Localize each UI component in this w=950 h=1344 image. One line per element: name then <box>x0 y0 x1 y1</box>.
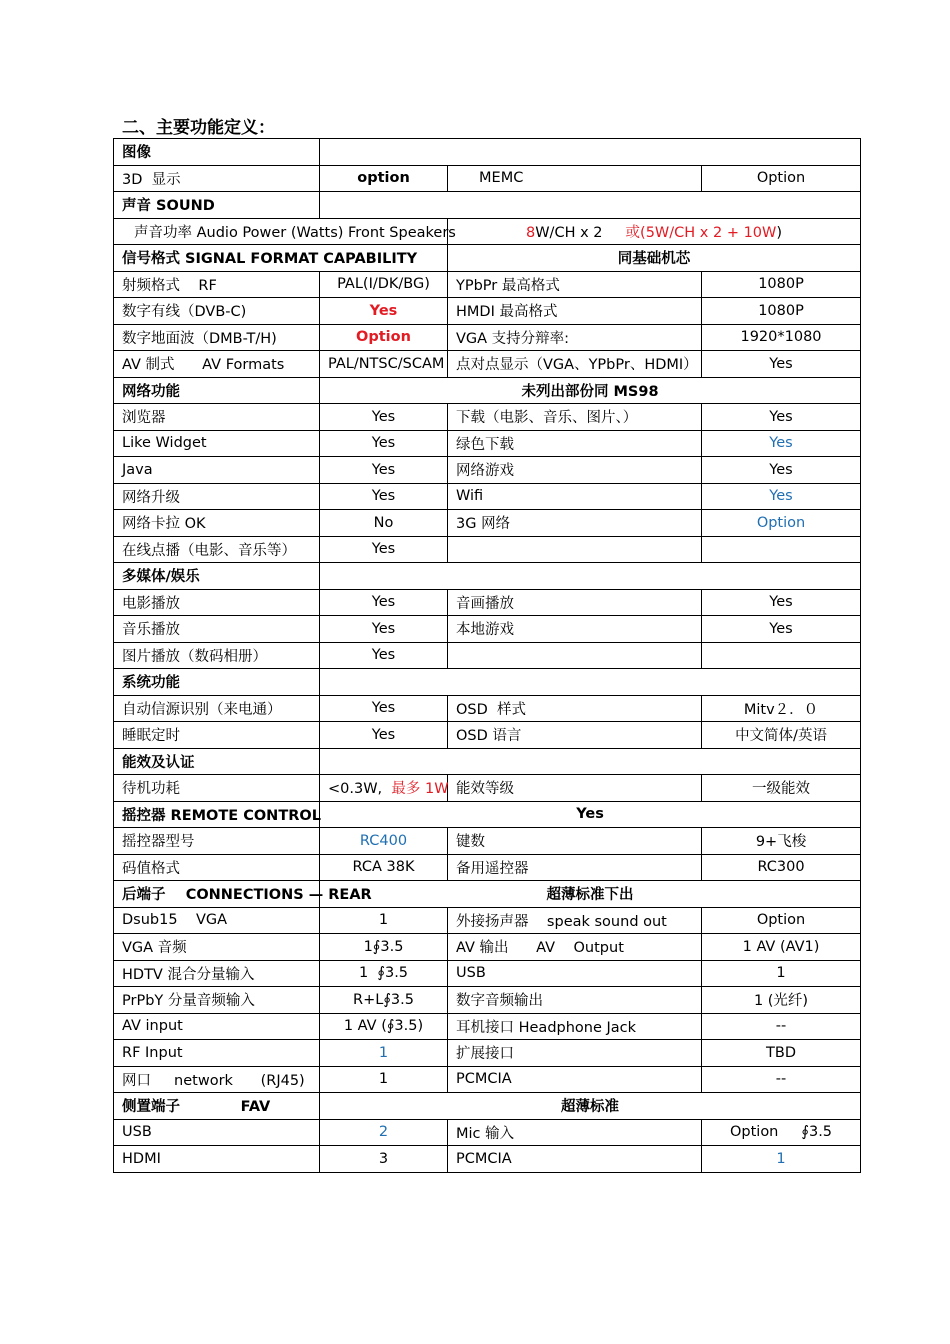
section-header-cell: 超薄标准下出 <box>320 881 861 908</box>
table-cell: Yes <box>320 483 448 510</box>
section-header-row <box>114 563 861 590</box>
table-row <box>114 218 861 245</box>
section-header-row <box>114 881 861 908</box>
table-cell: Yes <box>702 589 861 616</box>
table-cell: OSD 样式 <box>448 695 702 722</box>
table-cell: 1 ∮3.5 <box>320 960 448 987</box>
table-cell: 电影播放 <box>114 589 320 616</box>
table-cell: PAL(I/DK/BG) <box>320 271 448 298</box>
table-cell: 1 (光纤) <box>702 987 861 1014</box>
table-cell: Yes <box>320 695 448 722</box>
table-row <box>114 987 861 1014</box>
table-cell: 睡眠定时 <box>114 722 320 749</box>
table-cell: 1080P <box>702 271 861 298</box>
table-cell: Yes <box>702 457 861 484</box>
table-cell: Option <box>702 510 861 537</box>
table-cell: AV 输出 AV Output <box>448 934 702 961</box>
table-cell: Yes <box>320 536 448 563</box>
table-cell: 外接扬声器 speak sound out <box>448 907 702 934</box>
table-cell: Wifi <box>448 483 702 510</box>
table-cell: Yes <box>320 457 448 484</box>
table-cell: Dsub15 VGA <box>114 907 320 934</box>
table-cell: OSD 语言 <box>448 722 702 749</box>
table-cell: 1 <box>320 907 448 934</box>
table-row <box>114 589 861 616</box>
table-row <box>114 854 861 881</box>
section-header-row <box>114 801 861 828</box>
table-cell: 本地游戏 <box>448 616 702 643</box>
table-row <box>114 960 861 987</box>
table-cell: 图片播放（数码相册） <box>114 642 320 669</box>
table-row <box>114 483 861 510</box>
table-cell: 在线点播（电影、音乐等） <box>114 536 320 563</box>
table-cell: 1 <box>702 960 861 987</box>
table-cell: 3 <box>320 1146 448 1173</box>
table-cell <box>448 218 861 245</box>
section-header-cell <box>320 192 861 219</box>
table-cell: MEMC <box>448 165 702 192</box>
table-cell: Java <box>114 457 320 484</box>
table-cell: RCA 38K <box>320 854 448 881</box>
table-row <box>114 642 861 669</box>
table-cell: Yes <box>702 483 861 510</box>
table-row <box>114 828 861 855</box>
section-header-cell: 侧置端子 FAV <box>114 1093 320 1120</box>
table-cell: Like Widget <box>114 430 320 457</box>
table-cell: 1 <box>320 1066 448 1093</box>
table-cell: 下载（电影、音乐、图片、） <box>448 404 702 431</box>
table-cell: 数字地面波（DMB-T/H) <box>114 324 320 351</box>
table-cell: -- <box>702 1066 861 1093</box>
section-header-cell: 未列出部份同 MS98 <box>320 377 861 404</box>
table-cell: 键数 <box>448 828 702 855</box>
table-row <box>114 1040 861 1067</box>
table-row <box>114 722 861 749</box>
section-header-cell <box>320 139 861 166</box>
table-cell: PrPbY 分量音频输入 <box>114 987 320 1014</box>
table-cell: PAL/NTSC/SCAM <box>320 351 448 378</box>
section-header-cell: 能效及认证 <box>114 748 320 775</box>
table-cell <box>448 536 702 563</box>
section-header-row <box>114 245 861 272</box>
table-cell: No <box>320 510 448 537</box>
table-cell: R+L∮3.5 <box>320 987 448 1014</box>
table-cell <box>702 642 861 669</box>
table-cell: 中文简体/英语 <box>702 722 861 749</box>
table-cell: RC400 <box>320 828 448 855</box>
section-header-cell: 声音 SOUND <box>114 192 320 219</box>
cell-text-part: ) <box>776 224 783 241</box>
table-cell: RF Input <box>114 1040 320 1067</box>
table-cell: 3G 网络 <box>448 510 702 537</box>
table-row <box>114 1146 861 1173</box>
table-row <box>114 616 861 643</box>
table-cell: 摇控器型号 <box>114 828 320 855</box>
section-header-cell: 系统功能 <box>114 669 320 696</box>
section-header-cell: 网络功能 <box>114 377 320 404</box>
table-row <box>114 324 861 351</box>
table-row <box>114 536 861 563</box>
table-cell: AV 制式 AV Formats <box>114 351 320 378</box>
table-cell: 网络卡拉 OK <box>114 510 320 537</box>
section-header-row <box>114 669 861 696</box>
section-header-cell: 后端子 CONNECTIONS — REAR <box>114 881 320 908</box>
table-row <box>114 404 861 431</box>
section-header-row <box>114 377 861 404</box>
section-header-cell: 图像 <box>114 139 320 166</box>
table-cell: 一级能效 <box>702 775 861 802</box>
table-cell: 网络升级 <box>114 483 320 510</box>
table-cell: USB <box>448 960 702 987</box>
table-cell: 音画播放 <box>448 589 702 616</box>
table-cell: 网络游戏 <box>448 457 702 484</box>
table-row <box>114 775 861 802</box>
table-cell: 绿色下载 <box>448 430 702 457</box>
table-row <box>114 510 861 537</box>
table-cell: 待机功耗 <box>114 775 320 802</box>
table-cell: YPbPr 最高格式 <box>448 271 702 298</box>
table-cell: Yes <box>320 404 448 431</box>
table-cell: 1 AV (∮3.5) <box>320 1013 448 1040</box>
table-cell: Mic 输入 <box>448 1119 702 1146</box>
table-cell <box>448 642 702 669</box>
table-cell: Yes <box>320 430 448 457</box>
table-cell: AV input <box>114 1013 320 1040</box>
table-cell: -- <box>702 1013 861 1040</box>
table-cell: PCMCIA <box>448 1146 702 1173</box>
cell-text-part: <0.3W, <box>328 781 392 798</box>
section-header-cell <box>320 669 861 696</box>
cell-text-part: 8 <box>525 224 536 241</box>
cell-text-part: 或(5W/CH x 2 + 10W <box>625 224 777 241</box>
table-row <box>114 934 861 961</box>
section-header-cell <box>320 748 861 775</box>
table-cell: Yes <box>320 722 448 749</box>
table-cell: TBD <box>702 1040 861 1067</box>
table-cell <box>320 775 448 802</box>
section-header-cell: 摇控器 REMOTE CONTROL <box>114 801 320 828</box>
table-cell: 能效等级 <box>448 775 702 802</box>
table-cell: Option ∮3.5 <box>702 1119 861 1146</box>
section-header-cell: Yes <box>320 801 861 828</box>
table-cell: Yes <box>702 351 861 378</box>
table-cell: 声音功率 Audio Power (Watts) Front Speakers <box>114 218 448 245</box>
table-row <box>114 1119 861 1146</box>
table-cell: 3D 显示 <box>114 165 320 192</box>
table-cell: 1080P <box>702 298 861 325</box>
section-header-cell: 多媒体/娱乐 <box>114 563 320 590</box>
table-cell: VGA 支持分辩率: <box>448 324 702 351</box>
table-cell: 1∮3.5 <box>320 934 448 961</box>
table-cell: VGA 音频 <box>114 934 320 961</box>
table-cell: Yes <box>320 642 448 669</box>
table-cell: Yes <box>702 616 861 643</box>
table-cell: HDMI <box>114 1146 320 1173</box>
table-cell: 1920*1080 <box>702 324 861 351</box>
table-cell: 1 <box>320 1040 448 1067</box>
table-row <box>114 271 861 298</box>
table-cell: 浏览器 <box>114 404 320 431</box>
table-row <box>114 1013 861 1040</box>
table-cell: 数字有线（DVB-C) <box>114 298 320 325</box>
table-cell: 9+飞梭 <box>702 828 861 855</box>
table-cell: 耳机接口 Headphone Jack <box>448 1013 702 1040</box>
spec-table <box>113 138 861 1173</box>
table-cell: 备用遥控器 <box>448 854 702 881</box>
table-cell: 点对点显示（VGA、YPbPr、HDMI） <box>448 351 702 378</box>
cell-text-part: W/CH x 2 <box>535 224 626 241</box>
section-header-cell: 同基础机芯 <box>448 245 861 272</box>
table-cell: 数字音频输出 <box>448 987 702 1014</box>
table-row <box>114 695 861 722</box>
table-cell: USB <box>114 1119 320 1146</box>
table-cell: Yes <box>702 404 861 431</box>
section-header-row <box>114 192 861 219</box>
table-cell: 2 <box>320 1119 448 1146</box>
section-header-cell <box>320 563 861 590</box>
table-cell: 1 AV (AV1) <box>702 934 861 961</box>
table-cell <box>702 536 861 563</box>
table-cell: Mitv２．０ <box>702 695 861 722</box>
table-cell: HDTV 混合分量输入 <box>114 960 320 987</box>
table-row <box>114 457 861 484</box>
section-header-cell: 信号格式 SIGNAL FORMAT CAPABILITY <box>114 245 448 272</box>
spec-table-body <box>114 139 861 1173</box>
table-row <box>114 351 861 378</box>
section-header-row <box>114 139 861 166</box>
section-heading: 二、主要功能定义： <box>122 118 275 138</box>
table-row <box>114 907 861 934</box>
table-cell: RC300 <box>702 854 861 881</box>
table-cell: Yes <box>320 298 448 325</box>
cell-text-part: 最多 1W <box>391 781 449 798</box>
table-row <box>114 1066 861 1093</box>
section-header-cell: 超薄标准 <box>320 1093 861 1120</box>
table-cell: option <box>320 165 448 192</box>
table-cell: Option <box>320 324 448 351</box>
table-cell: HMDI 最高格式 <box>448 298 702 325</box>
table-row <box>114 430 861 457</box>
table-cell: Yes <box>702 430 861 457</box>
table-cell: PCMCIA <box>448 1066 702 1093</box>
table-cell: Option <box>702 907 861 934</box>
table-cell: 自动信源识别（来电通） <box>114 695 320 722</box>
table-cell: 扩展接口 <box>448 1040 702 1067</box>
table-cell: 射频格式 RF <box>114 271 320 298</box>
table-cell: 1 <box>702 1146 861 1173</box>
table-cell: Yes <box>320 589 448 616</box>
table-cell: 网口 network (RJ45) <box>114 1066 320 1093</box>
table-cell: Option <box>702 165 861 192</box>
table-cell: 码值格式 <box>114 854 320 881</box>
table-cell: 音乐播放 <box>114 616 320 643</box>
section-header-row <box>114 748 861 775</box>
section-header-row <box>114 1093 861 1120</box>
table-row <box>114 298 861 325</box>
table-row <box>114 165 861 192</box>
table-cell: Yes <box>320 616 448 643</box>
